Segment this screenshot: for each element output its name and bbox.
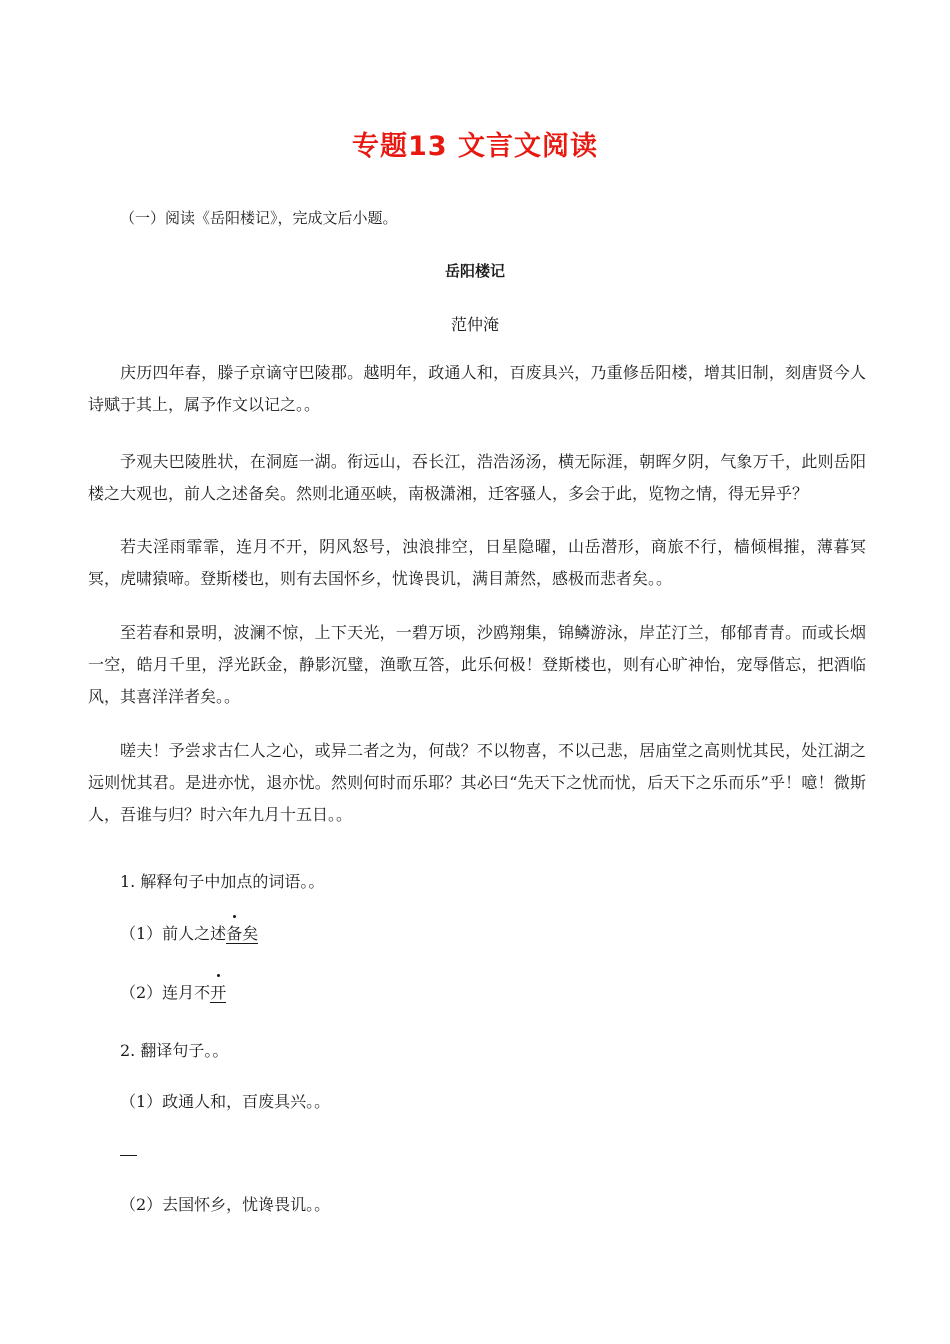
question-1-item-1: [120, 921, 258, 944]
essay-paragraph: 嗟夫！予尝求古仁人之心，或异二者之为，何哉？不以物喜，不以己悲，居庙堂之高则忧其民，处江湖之远则忧其君。是进亦忧，退亦忧。然则何时而乐耶？其必曰“先天下之忧而忧，后天下之乐而乐”乎！噫！微斯人，吾谁与归？时六年九月十五日。。: [88, 741, 866, 824]
question-2-stem: 2. 翻译句子。。: [120, 1041, 229, 1060]
dotted-word-underline: [210, 983, 226, 1003]
dotted-word-underline: [226, 924, 258, 944]
section-intro: （一）阅读《岳阳楼记》，完成文后小题。: [120, 209, 398, 227]
essay-paragraph: 予观夫巴陵胜状，在洞庭一湖。衔远山，吞长江，浩浩汤汤，横无际涯，朝晖夕阴，气象万千，此则岳阳楼之大观也，前人之述备矣。然则北通巫峡，南极潇湘，迁客骚人，多会于此，览物之情，得无异乎？: [88, 452, 866, 503]
emphasis-dot-word: 开: [210, 980, 226, 1003]
page-title: 专题13 文言文阅读: [352, 131, 598, 162]
question-2-item-2: （2）去国怀乡，忧谗畏讥。。: [120, 1195, 331, 1214]
question-1-stem: 1. 解释句子中加点的词语。。: [120, 872, 325, 891]
question-item-prefix: （1）前人之述: [120, 924, 227, 943]
question-1-item-2: [120, 980, 226, 1003]
essay-paragraph: 至若春和景明，波澜不惊，上下天光，一碧万顷，沙鸥翔集，锦鳞游泳，岸芷汀兰，郁郁青青。而或长烟一空，皓月千里，浮光跃金，静影沉璧，渔歌互答，此乐何极！登斯楼也，则有心旷神怡，宠辱偕忘，把酒临风，其喜洋洋者矣。。: [88, 623, 866, 706]
answer-blank-line: [120, 1155, 137, 1156]
essay-paragraph: 若夫淫雨霏霏，连月不开，阴风怒号，浊浪排空，日星隐曜，山岳潜形，商旅不行，樯倾楫摧，薄暮冥冥，虎啸猿啼。登斯楼也，则有去国怀乡，忧谗畏讥，满目萧然，感极而悲者矣。。: [88, 537, 866, 588]
essay-author: 范仲淹: [450, 315, 499, 334]
essay-paragraph: 庆历四年春，滕子京谪守巴陵郡。越明年，政通人和，百废具兴，乃重修岳阳楼，增其旧制，刻唐贤今人诗赋于其上，属予作文以记之。。: [88, 363, 866, 414]
emphasis-dot-word: 备: [226, 921, 242, 944]
question-2-item-1: （1）政通人和，百废具兴。。: [120, 1092, 331, 1111]
essay-title: 岳阳楼记: [444, 262, 505, 280]
question-item-suffix: 矣: [242, 924, 259, 943]
question-item-prefix: （2）连月不: [120, 983, 211, 1002]
